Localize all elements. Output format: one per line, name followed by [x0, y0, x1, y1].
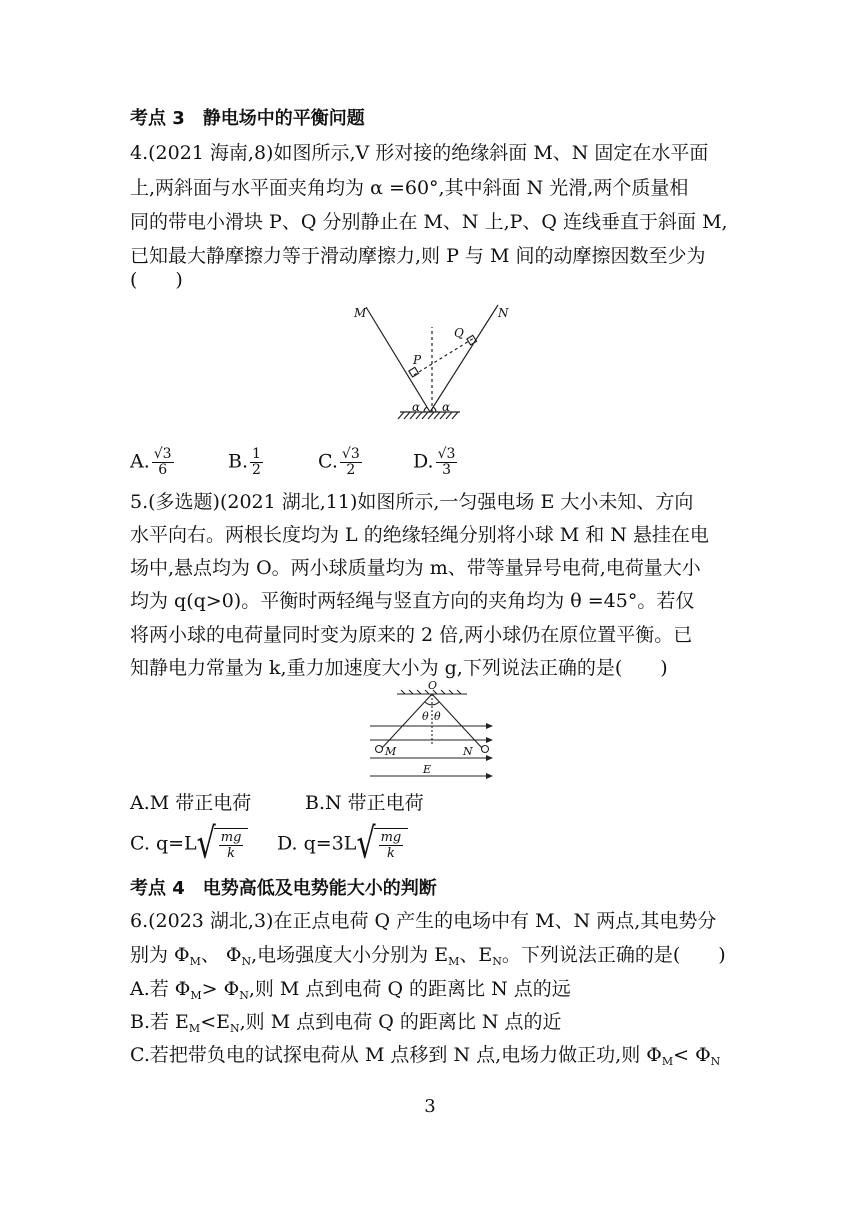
choice-letter: C. — [318, 450, 338, 473]
q5-line-4: 均为 q(q>0)。平衡时两轻绳与竖直方向的夹角均为 θ =45°。若仅 — [130, 590, 695, 612]
q6-option-c[interactable]: C.若把带负电的试探电荷从 M 点移到 N 点,电场力做正功,则 $\Phi_M< \Phi_N$ — [130, 1044, 721, 1068]
sqrt-expression: √ $\frac{mg}{k}$ — [356, 828, 408, 861]
q5-line-3: 场中,悬点均为 O。两小球质量均为 m、带等量异号电荷,电荷量大小 — [130, 557, 701, 579]
q4-line-4: 已知最大静摩擦力等于滑动摩擦力,则 P 与 M 间的动摩擦因数至少为 — [130, 245, 706, 267]
label-alpha-right: α — [442, 400, 451, 414]
choice-letter: D. — [413, 450, 434, 473]
section-heading: 考点 4 电势高低及电势能大小的判断 — [130, 878, 437, 899]
label-theta-right: θ — [434, 710, 441, 723]
ball-m — [376, 746, 383, 753]
q4-line-5: ( ) — [130, 269, 183, 291]
sqrt-expression: √ $\frac{mg}{k}$ — [197, 828, 249, 861]
q4-choice-b[interactable] — [228, 447, 265, 478]
label-e: E — [423, 763, 432, 776]
q5-line-2: 水平向右。两根长度均为 L 的绝缘轻绳分别将小球 M 和 N 悬挂在电 — [130, 524, 709, 546]
q5-choice-d[interactable] — [277, 819, 408, 869]
section-heading: 考点 3 静电场中的平衡问题 — [130, 108, 365, 129]
fraction: $\frac{1}{2}$ — [252, 446, 261, 478]
label-alpha-left: α — [412, 400, 421, 414]
label-q: Q — [454, 326, 464, 340]
q6-line-1: 6.(2023 湖北,3)在正点电荷 Q 产生的电场中有 M、N 两点,其电势分 — [130, 910, 717, 932]
fraction: $\frac{√3}{2}$ — [341, 446, 360, 478]
q4-line-1: 4.(2021 海南,8)如图所示,V 形对接的绝缘斜面 M、N 固定在水平面 — [130, 142, 709, 164]
q4-line-3: 同的带电小滑块 P、Q 分别静止在 M、N 上,P、Q 连线垂直于斜面 M, — [130, 211, 728, 233]
label-p: P — [413, 353, 422, 367]
q5-choice-b[interactable]: B.N 带正电荷 — [305, 792, 424, 814]
q5-field-figure — [365, 680, 500, 782]
q5-choice-c[interactable] — [130, 819, 248, 869]
q4-line-2: 上,两斜面与水平面夹角均为 α =60°,其中斜面 N 光滑,两个质量相 — [130, 177, 689, 199]
page-number: 3 — [424, 1096, 436, 1117]
label-n: N — [463, 745, 473, 758]
ball-n — [482, 746, 489, 753]
fraction: $\frac{√3}{6}$ — [153, 446, 172, 478]
label-theta-left: θ — [422, 710, 429, 723]
label-m: M — [354, 306, 367, 320]
label-o: O — [428, 680, 438, 692]
choice-letter: A. — [130, 450, 150, 473]
q4-choice-d[interactable] — [413, 447, 459, 478]
q6-option-b[interactable]: B.若 $E_M<E_N$,则 M 点到电荷 Q 的距离比 N 点的近 — [130, 1011, 562, 1035]
q5-line-5: 将两小球的电荷量同时变为原来的 2 倍,两小球仍在原位置平衡。已 — [130, 624, 693, 646]
label-m: M — [385, 745, 397, 758]
fraction: $\frac{√3}{3}$ — [437, 446, 456, 478]
q6-option-a[interactable]: A.若 $\Phi_M> \Phi_N$,则 M 点到电荷 Q 的距离比 N 点的远 — [130, 978, 571, 1002]
q5-line-1: 5.(多选题)(2021 湖北,11)如图所示,一匀强电场 E 大小未知、方向 — [130, 491, 694, 513]
label-n: N — [498, 306, 509, 320]
q4-incline-figure — [340, 295, 530, 425]
choice-text: D. q=3L — [277, 832, 357, 855]
q4-choice-a[interactable] — [130, 447, 176, 478]
q5-choice-a[interactable]: A.M 带正电荷 — [130, 792, 252, 814]
choice-letter: B. — [228, 450, 249, 473]
choice-text: C. q=L — [130, 832, 197, 855]
q6-line-2: 别为 $\Phi_M$、 $\Phi_N$,电场强度大小分别为 $E_M$、$E_N$。下列说法正确的是( ) — [130, 944, 726, 968]
q4-choice-c[interactable] — [318, 447, 364, 478]
q5-line-6: 知静电力常量为 k,重力加速度大小为 g,下列说法正确的是( ) — [130, 657, 668, 679]
